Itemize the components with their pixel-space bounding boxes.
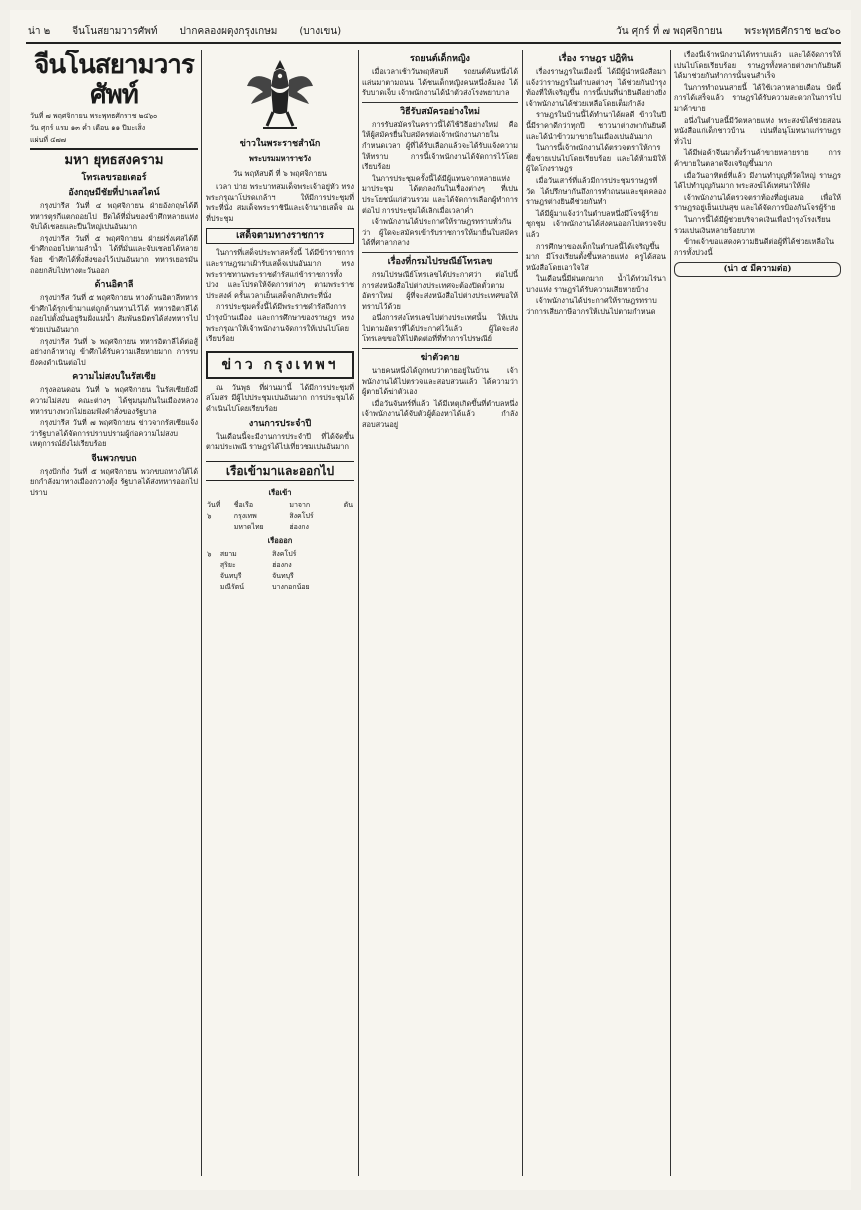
news-heading: อังกฤษมีชัยที่ปาเลสไตน์: [68, 188, 160, 198]
ship-from: ฮ่องกง: [289, 523, 309, 532]
table-row: [206, 560, 354, 571]
ship-from: ฮ่องกง: [272, 560, 292, 569]
column-rule: [201, 50, 202, 1176]
ships-title: เรือเข้ามาและออกไป: [206, 461, 354, 481]
ship-ton: [350, 560, 354, 571]
column-5: [674, 50, 841, 1176]
table-row: [206, 522, 354, 533]
article-text: นายคนหนึ่งได้ถูกพบว่าตายอยู่ในบ้าน เจ้าพนักงานได้ไปตรวจและสอบสวนแล้ว ได้ความว่าผู้ตายได้ฆ่าตัวเอง: [362, 366, 518, 397]
ship-day: [206, 560, 219, 571]
ships-in-table: [206, 500, 354, 533]
table-row: [206, 511, 354, 522]
news-text: กรุงปารีส วันที่ ๕ พฤศจิกายน ทางด้านอิตาลีทหารข้าศึกได้รุกเข้ามาแต่ถูกต้านทานไว้ได้ ทหารอิตาลีได้ถอยไปตั้งมั่นอยู่ริมฝั่งแม่น้ำ สัมพันธมิตรได้ส่งทหารไปช่วยเปนอันมาก: [30, 293, 198, 334]
masthead-date: วันที่ ๗ พฤศจิกายน พระพุทธศักราช ๒๔๖๐: [30, 112, 158, 120]
column-3: [362, 50, 518, 1176]
article-text: เจ้าพนักงานได้ประกาศให้ราษฎรทราบทั่วกันว่า ผู้ใดจะสมัครเข้ารับราชการให้มายื่นใบสมัครได้ที่ศาลากลาง: [362, 217, 518, 248]
war-headline: มหา ยุทธสงคราม: [64, 153, 164, 168]
bangkok-news-text: ณ วันพุธ ที่ผ่านมานี้ ได้มีการประชุมที่สโมสร มีผู้ไปประชุมเปนอันมาก การประชุมได้ดำเนินไปโดยเรียบร้อย: [206, 382, 354, 413]
ship-day: [206, 582, 219, 593]
header-rule: [26, 42, 841, 44]
ship-name: สยาม: [219, 549, 237, 558]
ship-name: กรุงเทพ: [233, 512, 257, 521]
ship-day: ๖: [207, 512, 212, 521]
article-text: อนึ่งการส่งโทรเลขไปต่างประเทศนั้น ให้เปนไปตามอัตราที่ได้ประกาศไว้แล้ว ผู้ใดจะส่งโทรเลขขอให้ไปติดต่อที่ที่ทำการไปรษณีย์: [362, 313, 518, 344]
ship-ton: [350, 549, 354, 560]
ships-out-heading: เรือออก: [267, 536, 293, 546]
ship-from: บางกอกน้อย: [272, 582, 310, 591]
china-heading: จีนพวกขบถ: [91, 453, 137, 464]
article-text: การศึกษาของเด็กในตำบลนี้ได้เจริญขึ้นมาก มีโรงเรียนตั้งขึ้นหลายแห่ง ครูได้สอนหนังสือโดยเอาใจใส่: [526, 241, 666, 272]
article-text: กรมไปรษณีย์โทรเลขได้ประกาศว่า ต่อไปนี้การส่งหนังสือไปต่างประเทศจะต้องปิดตั๋วตามอัตราใหม่ ผู้ที่จะส่งหนังสือไปต่างประเทศขอให้ทราบไว้ด้วย: [362, 269, 518, 311]
news-text: กรุงปารีส วันที่ ๖ พฤศจิกายน ทหารอิตาลีได้ต่อสู้อย่างกล้าหาญ ข้าศึกได้รับความเสียหายมาก การรบยังคงดำเนินต่อไป: [30, 336, 198, 367]
article-text: เรื่องราษฎรในเมืองนี้ ได้มีผู้นำหนังสือมาแจ้งว่าราษฎรในตำบลต่างๆ ได้ช่วยกันบำรุงท้องที่ให้เจริญขึ้น การนี้เปนที่น่ายินดีอย่างยิ่ง เจ้าพนักงานได้ช่วยเหลือโดยเต็มกำลัง: [526, 67, 666, 108]
ship-ton: [334, 511, 354, 522]
royal-text: เวลา บ่าย พระบาทสมเด็จพระเจ้าอยู่หัว ทรงพระกรุณาโปรดเกล้าฯ ให้มีการประชุมที่พระที่นั่ง สมเด็จพระราชินีและเจ้านายเสด็จ ณ ที่ประชุม: [206, 182, 354, 223]
audience-text: ในการที่เสด็จประพาสครั้งนี้ ได้มีข้าราชการและราษฎรมาเฝ้ารับเสด็จเปนอันมาก ทรงพระราชทานพระราชดำรัสแก่ข้าราชการทั้งปวง และโปรดให้จัดการต่างๆ ตามพระราชประสงค์ ครั้นเวลาเย็นเสด็จกลับพระที่นั่ง: [206, 248, 354, 300]
ships-col-header: วันที่: [207, 501, 221, 510]
article-heading: รถยนต์เด็กหญิง: [410, 54, 470, 64]
notice-heading: งานการประจำปี: [248, 418, 312, 429]
ship-day: [206, 522, 233, 533]
bangkok-news-title: ข่าว กรุงเทพฯ: [206, 351, 354, 379]
divider: [362, 102, 518, 103]
article-text: ข้าพเจ้าขอแสดงความยินดีต่อผู้ที่ได้ช่วยเหลือในการทั้งปวงนี้: [674, 237, 835, 257]
article-heading: วิธีรับสมัครอย่างใหม่: [400, 106, 480, 117]
header-date: วัน ศุกร์ ที่ ๗ พฤศจิกายน: [616, 25, 723, 37]
royal-subheading: พระบรมมหาราชวัง: [248, 154, 312, 163]
article-text: เมื่อวันอาทิตย์ที่แล้ว มีงานทำบุญที่วัดใหญ่ ราษฎรได้ไปทำบุญกันมาก พระสงฆ์ได้เทศนาให้ฟัง: [674, 170, 841, 191]
ship-day: ๖: [207, 549, 212, 558]
article-text: ในการนี้ได้มีผู้ช่วยบริจาคเงินเพื่อบำรุงโรงเรียน รวมเปนเงินหลายร้อยบาท: [674, 214, 831, 235]
italy-heading: ด้านอิตาลี: [94, 280, 134, 291]
audience-text: การประชุมครั้งนี้ได้มีพระราชดำรัสถึงการบำรุงบ้านเมือง และการศึกษาของราษฎร ทรงพระกรุณาให้เจ้าพนักงานจัดการให้เปนไปโดยเรียบร้อย: [206, 302, 354, 344]
news-text: กรุงปักกิ่ง วันที่ ๕ พฤศจิกายน พวกขบถทางใต้ได้ยกกำลังมาทางเมืองกวางตุ้ง รัฐบาลได้ส่งทหารออกไปปราบ: [30, 466, 198, 498]
ship-day: [206, 571, 219, 582]
article-text: ราษฎรในบ้านนี้ได้ทำนาได้ผลดี ข้าวในปีนี้มีราคาดีกว่าทุกปี ชาวนาต่างพากันยินดี และได้นำข้าวมาขายในเมืองเปนอันมาก: [526, 110, 666, 141]
news-text: กรุงปารีส วันที่ ๔ พฤศจิกายน ฝ่ายอังกฤษได้ตีทหารตุรกีแตกถอยไป ยึดได้ที่มั่นของข้าศึกหลายแห่ง จับได้เชลยและปืนใหญ่เปนอันมาก: [30, 201, 198, 232]
ships-col-header: ชื่อเรือ: [233, 501, 254, 510]
reuter-heading: โทรเลขรอยเตอร์: [81, 173, 147, 183]
masthead-lunar-date: วัน ศุกร์ แรม ๑๓ ค่ำ เดือน ๑๑ ปีมะเส็ง: [30, 124, 146, 132]
article-text: ในการทำถนนสายนี้ ได้ใช้เวลาหลายเดือน บัดนี้การได้เสร็จแล้ว ราษฎรได้รับความสะดวกในการไปมาค้าขาย: [674, 82, 841, 113]
continued-note: (น่า ๕ มีความต่อ): [674, 262, 841, 277]
article-heading: เรื่องที่กรมไปรษณีย์โทรเลข: [387, 256, 493, 267]
masthead-issue: แผ่นที่ ๔๗๗: [30, 136, 67, 144]
divider: [362, 348, 518, 349]
divider: [30, 148, 198, 150]
article-text: เจ้าพนักงานได้ตรวจตราท้องที่อยู่เสมอ เพื่อให้ราษฎรอยู่เย็นเปนสุข และได้จัดการป้องกันโจรผู้ร้าย: [674, 192, 841, 213]
audience-heading: เสด็จตามทางราชการ: [206, 228, 354, 244]
article-text: เมื่อเวลาเช้าวันพฤหัสบดี รถยนต์คันหนึ่งได้แล่นมาตามถนน ได้ชนเด็กหญิงคนหนึ่งล้มลง ได้รับบาดเจ็บ เจ้าพนักงานได้นำตัวส่งโรงพยาบาล: [362, 67, 518, 98]
royal-date: วัน พฤหัสบดี ที่ ๖ พฤศจิกายน: [232, 169, 328, 178]
column-rule: [358, 50, 359, 1176]
header-place: (บางเขน): [299, 25, 342, 37]
ship-name: จันทบุรี: [219, 571, 242, 580]
notice-text: ในเดือนนี้จะมีงานการประจำปี ที่ได้จัดขึ้นตามประเพณี ราษฎรได้ไปเที่ยวชมเปนอันมาก: [206, 431, 354, 452]
divider: [362, 252, 518, 253]
column-rule: [670, 50, 671, 1176]
article-text: ในการนี้เจ้าพนักงานได้ตรวจตราให้การซื้อขายเปนไปโดยเรียบร้อย และได้ห้ามมิให้ผู้ใดโกงราษฎร: [526, 143, 666, 174]
ships-out-table: [206, 549, 354, 593]
header-paper-name: จีนโนสยามวารศัพท์: [72, 25, 158, 37]
ships-header-row: [206, 500, 354, 511]
header-year: พระพุทธศักราช ๒๔๖๐: [744, 25, 841, 37]
masthead: จีนโนสยามวารศัพท์: [34, 50, 194, 110]
ship-name: มณีรัตน์: [219, 582, 245, 591]
ships-col-header: ตัน: [343, 501, 353, 510]
column-2: [206, 50, 354, 1176]
article-text: ในการประชุมครั้งนี้ได้มีผู้แทนจากหลายแห่งมาประชุม ได้ตกลงกันในเรื่องต่างๆ ที่เปนประโยชน์แก่ส่วนรวม และได้จัดการเลือกผู้ทำการต่อไป การประชุมได้เลิกเมื่อเวลาค่ำ: [362, 173, 518, 215]
article-text: การรับสมัครในคราวนี้ได้ใช้วิธีอย่างใหม่ คือให้ผู้สมัครยื่นใบสมัครต่อเจ้าพนักงานภายในกำหนดเวลา ผู้ที่ได้รับเลือกแล้วจะได้รับแจ้งความให้ทราบ การนี้เจ้าพนักงานได้จัดการไว้โดยเรียบร้อย: [362, 119, 518, 172]
article-text: เมื่อวันจันทร์ที่แล้ว ได้มีเหตุเกิดขึ้นที่ตำบลหนึ่ง เจ้าพนักงานได้จับตัวผู้ต้องหาได้แล้ว กำลังสอบสวนอยู่: [362, 398, 518, 430]
ship-ton: [334, 522, 354, 533]
column-rule: [522, 50, 523, 1176]
article-text: ในเดือนนี้มีฝนตกมาก น้ำได้ท่วมไร่นาบางแห่ง ราษฎรได้รับความเสียหายบ้าง: [526, 274, 666, 294]
news-text: กรุงลอนดอน วันที่ ๖ พฤศจิกายน ในรัสเซียยังมีความไม่สงบ คณะต่างๆ ได้ชุมนุมกันในเมืองหลวง ทหารบางพวกไม่ยอมฟังคำสั่งของรัฐบาล: [30, 385, 198, 416]
column-1: [30, 50, 198, 1176]
newspaper-page: [10, 10, 851, 1190]
article-text: ได้มีผู้มาแจ้งว่าในตำบลหนึ่งมีโจรผู้ร้ายชุกชุม เจ้าพนักงานได้ส่งคนออกไปตรวจจับแล้ว: [526, 208, 666, 239]
ship-from: จันทบุรี: [272, 571, 294, 580]
table-row: [206, 549, 354, 560]
ship-from: สิงคโปร์: [272, 549, 297, 558]
article-text: เจ้าพนักงานได้ประกาศให้ราษฎรทราบว่าการเสียภาษีอากรให้เปนไปตามกำหนด: [526, 296, 657, 317]
ship-name: สุริยะ: [219, 560, 236, 569]
ship-from: สิงคโปร์: [289, 512, 314, 521]
news-text: กรุงปารีส วันที่ ๗ พฤศจิกายน ข่าวจากรัสเซียแจ้งว่ารัฐบาลได้จัดการปราบปรามผู้ก่อความไม่สงบ เหตุการณ์ยังไม่เรียบร้อย: [30, 418, 198, 449]
ships-col-header: มาจาก: [289, 501, 311, 510]
ship-ton: [350, 582, 354, 593]
table-row: [206, 582, 354, 593]
header-city: ปากคลองผดุงกรุงเกษม: [179, 25, 278, 37]
royal-heading: ข่าวในพระราชสำนัก: [239, 139, 321, 149]
table-row: [206, 571, 354, 582]
article-text: เรื่องนี้เจ้าพนักงานได้ทราบแล้ว และได้จัดการให้เปนไปโดยเรียบร้อย ราษฎรทั้งหลายต่างพากันยินดี ได้มาช่วยกันทำการนั้นจนสำเร็จ: [674, 50, 841, 81]
page-header: [28, 22, 841, 40]
russia-heading: ความไม่สงบในรัสเซีย: [72, 372, 156, 383]
ships-in-heading: เรือเข้า: [268, 487, 292, 497]
article-text: ได้มีพ่อค้าจีนมาตั้งร้านค้าขายหลายราย การค้าขายในตลาดจึงเจริญขึ้นมาก: [674, 148, 841, 168]
ship-ton: [350, 571, 354, 582]
page-number: น่า ๒: [28, 25, 51, 37]
ship-name: มหาดไทย: [233, 523, 264, 532]
article-text: เมื่อวันเสาร์ที่แล้วมีการประชุมราษฎรที่วัด ได้ปรึกษากันถึงการทำถนนและขุดคลอง ราษฎรต่างยินดีช่วยกันทำ: [526, 175, 666, 207]
column-4: [526, 50, 666, 1176]
emblem-wrap: [206, 56, 354, 134]
garuda-emblem-icon: [245, 56, 315, 134]
article-heading: เรื่อง ราษฎร ปฎิทิน: [558, 54, 634, 64]
news-text: กรุงปารีส วันที่ ๕ พฤศจิกายน ฝ่ายฝรั่งเศสได้ตีข้าศึกถอยไปตามลำน้ำ ได้ที่มั่นและจับเชลยได้หลายร้อย ข้าศึกได้ทิ้งสิ่งของไว้เปนอันมาก ทหารเยอรมันถอยกลับไปทางตะวันออก: [30, 233, 198, 275]
article-text: อนึ่งในตำบลนี้มีวัดหลายแห่ง พระสงฆ์ได้ช่วยสอนหนังสือแก่เด็กชาวบ้าน เปนที่อนุโมทนาแก่ราษฎรทั่วไป: [674, 115, 841, 146]
article-heading: ฆ่าตัวตาย: [420, 353, 460, 364]
